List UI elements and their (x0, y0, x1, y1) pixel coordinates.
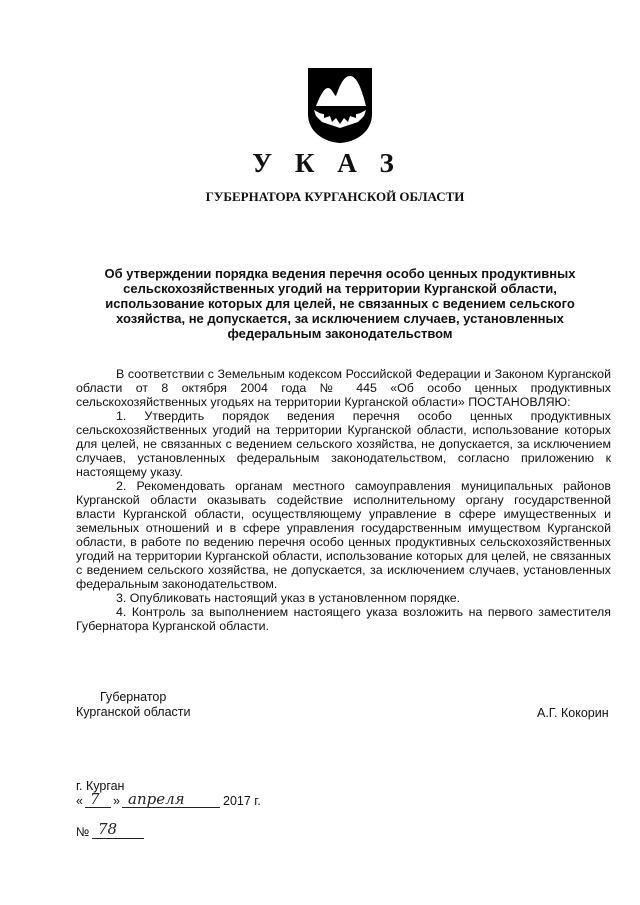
signatory-name: А.Г. Кокорин (537, 706, 609, 720)
decree-body (76, 367, 611, 633)
number-label: № (76, 825, 90, 839)
issue-year: 2017 г. (223, 794, 261, 808)
document-subtitle: ГУБЕРНАТОРА КУРГАНСКОЙ ОБЛАСТИ (205, 189, 465, 204)
signatory-position: Губернатор (100, 690, 167, 704)
item-4-paragraph: 4. Контроль за выполнением настоящего указа возложить на первого заместителя Губернатора Курганской области. (76, 605, 611, 633)
date-quote-open: « (76, 794, 83, 808)
preamble-paragraph: В соответствии с Земельным кодексом Российской Федерации и Законом Курганской области от 8 октября 2004 года № 445 «Об особо ценных продуктивных сельскохозяйственных угодьях на территории Курганской области» ПОСТАНОВЛЯЮ: (76, 367, 611, 409)
handwritten-day: 7 (90, 790, 100, 808)
item-3-paragraph: 3. Опубликовать настоящий указ в установленном порядке. (116, 591, 461, 605)
issue-city: г. Курган (76, 779, 125, 793)
signatory-region: Курганской области (76, 705, 191, 719)
item-2-paragraph: 2. Рекомендовать органам местного самоуправления муниципальных районов Курганской области оказывать содействие исполнительному органу государственной власти Курганской области, осуществляющему управление в сфере имущественных и земельных отношений и в сфере управления государственным имуществом Курганской области, в работе по ведению перечня особо ценных продуктивных сельскохозяйственных угодий на территории Курганской области, использование которых для целей, не связанных с ведением сельского хозяйства, не допускается, за исключением случаев, установленных федеральным законодательством. (76, 479, 611, 591)
date-quote-close: » (113, 794, 120, 808)
decree-heading: Об утверждении порядка ведения перечня особо ценных продуктивных сельскохозяйственных угодий на территории Курганской области, использование которых для целей, не связанных с ведением сельского хозяйства, не допускается, за исключением случаев, установленных федеральным законодательством (104, 266, 576, 341)
handwritten-month: апреля (128, 790, 185, 808)
item-1-paragraph: 1. Утвердить порядок ведения перечня особо ценных продуктивных сельскохозяйственных угодий на территории Курганской области, использование которых для целей, не связанных с ведением сельского хозяйства, не допускается, за исключением случаев, установленных федеральным законодательством, согласно приложению к настоящему указу. (76, 409, 611, 479)
handwritten-number: 78 (98, 820, 118, 838)
coat-of-arms-icon (306, 66, 374, 144)
document-title: У К А З (252, 148, 402, 178)
issue-date (76, 791, 336, 811)
decree-number (76, 822, 196, 842)
number-underline (92, 838, 144, 839)
